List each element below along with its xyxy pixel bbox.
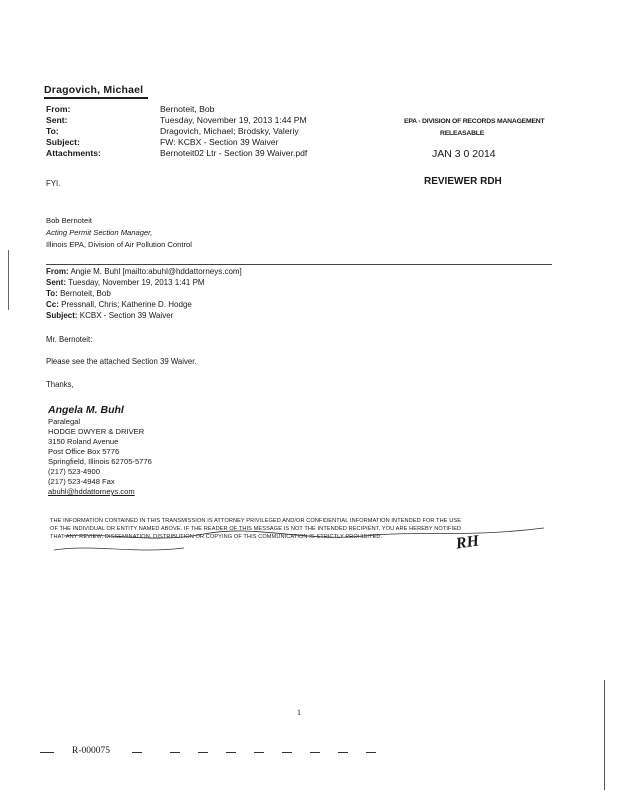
sig2-address1: 3150 Roland Avenue [48, 437, 119, 446]
bates-dash [254, 752, 264, 753]
disclaimer-line-3: THAT ANY REVIEW, DISSEMINATION, DISTRIBUTION OR COPYING OF THIS COMMUNICATION IS STRICTLY PROHIBITED. [50, 534, 383, 540]
sig1-name: Bob Bernoteit [46, 216, 93, 225]
fwd-to-label: To: [46, 289, 58, 298]
fwd-subject-value: KCBX - Section 39 Waiver [79, 311, 174, 320]
page-number: 1 [297, 708, 301, 717]
fyi-text: FYI. [46, 179, 61, 188]
stamp-division: EPA - DIVISION OF RECORDS MANAGEMENT [404, 118, 545, 125]
scan-edge-mark [604, 680, 605, 790]
sig1-org: Illinois EPA, Division of Air Pollution Control [46, 240, 192, 249]
sent-label: Sent: [46, 115, 68, 125]
bates-dash [170, 752, 180, 753]
bates-dash [132, 752, 142, 753]
stamp-date: JAN 3 0 2014 [432, 148, 496, 160]
fwd-sent-label: Sent: [46, 278, 66, 287]
attachments-value: Bernoteit02 Ltr - Section 39 Waiver.pdf [160, 148, 308, 158]
sig1-title: Acting Permit Section Manager, [46, 228, 153, 237]
forward-separator [46, 264, 552, 265]
to-label: To: [46, 126, 59, 136]
fwd-from-label: From: [46, 267, 69, 276]
subject-value: FW: KCBX - Section 39 Waiver [160, 137, 279, 147]
from-value: Bernoteit, Bob [160, 104, 215, 114]
fwd-cc-label: Cc: [46, 300, 59, 309]
bates-dash [282, 752, 292, 753]
disclaimer-line-2: OF THE INDIVIDUAL OR ENTITY NAMED ABOVE. IF THE READER OF THIS MESSAGE IS NOT THE INTENDED RECIPIENT, YOU ARE HEREBY NOTIFIED [50, 526, 462, 532]
sig2-firm: HODGE DWYER & DRIVER [48, 427, 145, 436]
bates-number: R-000075 [72, 746, 110, 756]
disclaimer-line-1: THE INFORMATION CONTAINED IN THIS TRANSMISSION IS ATTORNEY PRIVILEGED AND/OR CONFIDENTIAL INFORMATION INTENDED FOR THE USE [50, 518, 462, 524]
bates-dash [338, 752, 348, 753]
bates-dash [40, 752, 54, 753]
fwd-subject-label: Subject: [46, 311, 78, 320]
fwd-sent-value: Tuesday, November 19, 2013 1:41 PM [68, 278, 205, 287]
attachments-label: Attachments: [46, 148, 101, 158]
sig2-name: Angela M. Buhl [48, 404, 124, 416]
sig2-title: Paralegal [48, 417, 81, 426]
bates-dash [198, 752, 208, 753]
fwd-to-value: Bernoteit, Bob [60, 289, 111, 298]
fwd-from-value: Angie M. Buhl [mailto:abuhl@hddattorneys.com] [70, 267, 242, 276]
sig2-address2: Post Office Box 5776 [48, 447, 120, 456]
sent-value: Tuesday, November 19, 2013 1:44 PM [160, 115, 307, 125]
owner-name: Dragovich, Michael [44, 84, 144, 96]
header-underline [44, 97, 148, 99]
stamp-reviewer: REVIEWER RDH [424, 176, 502, 187]
stamp-releasable: RELEASABLE [440, 130, 485, 137]
closing: Thanks, [46, 380, 74, 389]
from-label: From: [46, 104, 71, 114]
fwd-cc-value: Pressnall, Chris; Katherine D. Hodge [61, 300, 192, 309]
bates-dash [310, 752, 320, 753]
sig2-email-link[interactable]: abuhl@hddattorneys.com [48, 487, 135, 496]
message-body: Please see the attached Section 39 Waiver. [46, 357, 197, 366]
sig2-fax: (217) 523-4948 Fax [48, 477, 115, 486]
bates-dash [366, 752, 376, 753]
sig2-phone: (217) 523-4900 [48, 467, 100, 476]
scan-edge-mark [8, 250, 9, 310]
bates-dash [226, 752, 236, 753]
sig2-address3: Springfield, Illinois 62705-5776 [48, 457, 152, 466]
to-value: Dragovich, Michael; Brodsky, Valeriy [160, 126, 299, 136]
handwritten-initials: RH [454, 532, 481, 553]
subject-label: Subject: [46, 137, 80, 147]
greeting: Mr. Bernoteit: [46, 335, 93, 344]
